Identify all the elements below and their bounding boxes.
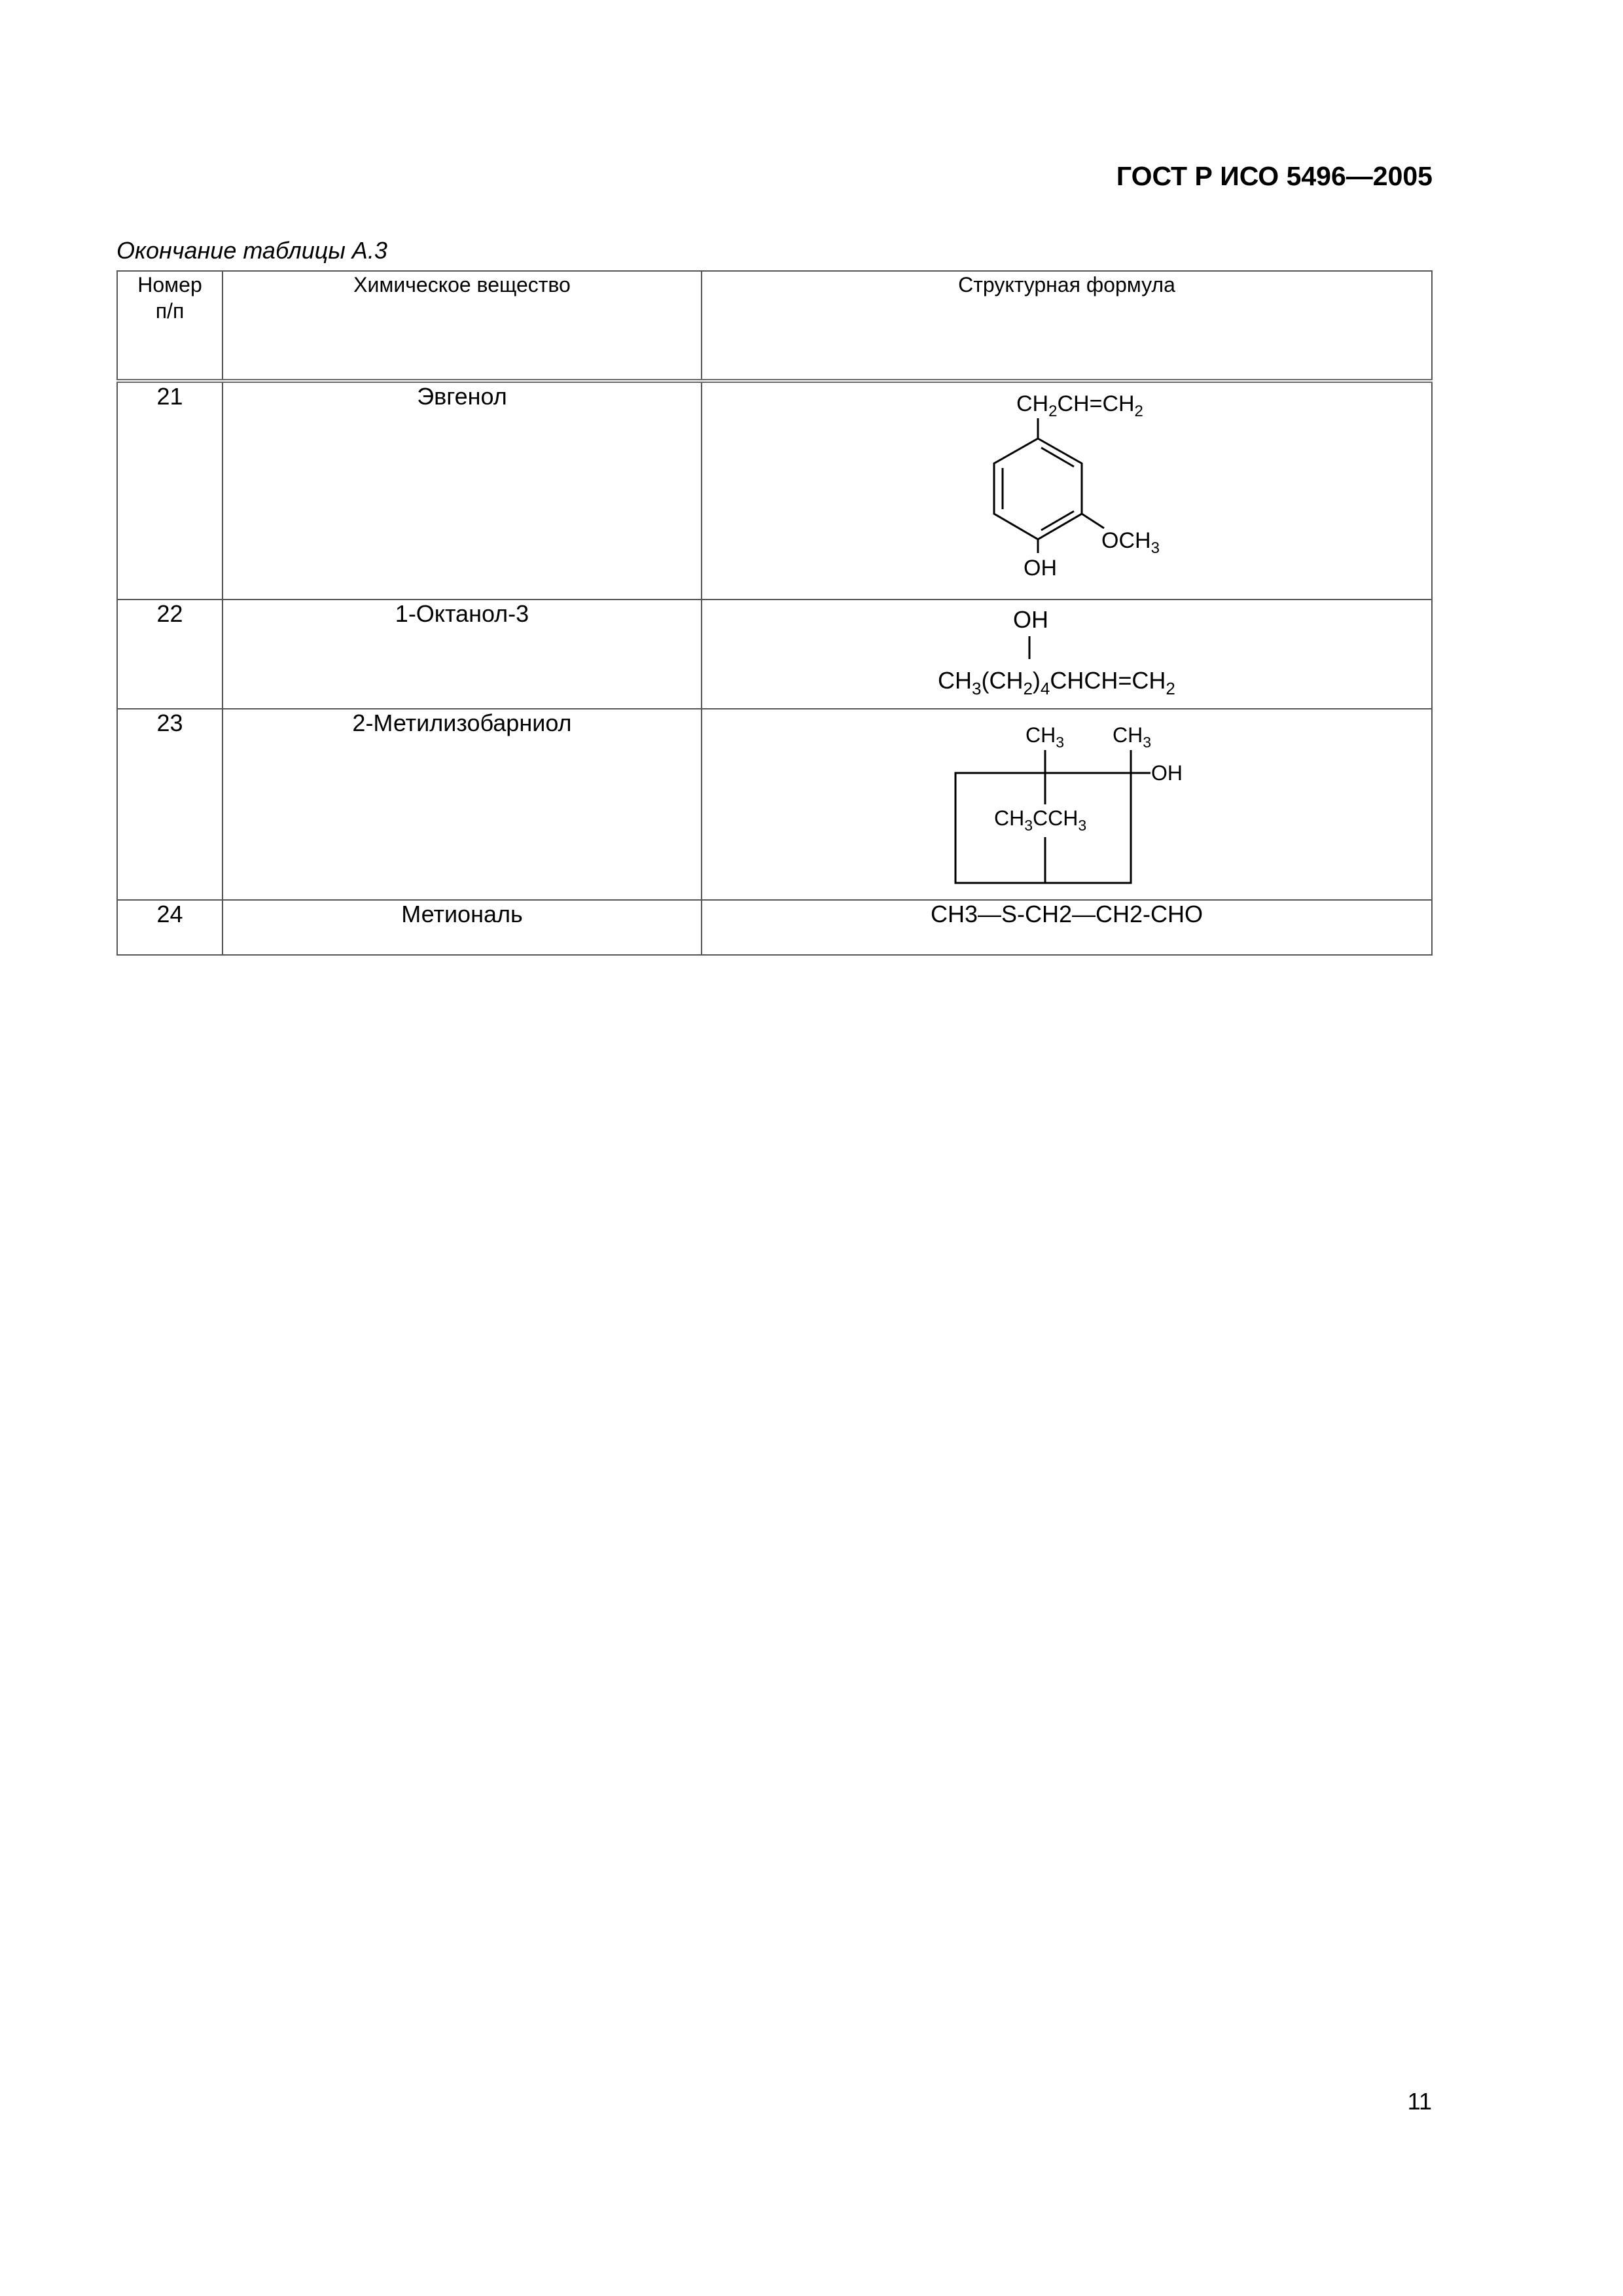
benzene-ring <box>994 439 1082 539</box>
substances-table <box>116 270 1431 954</box>
substance-name: 2-Метилизобарниол <box>223 709 702 900</box>
structural-formula-eugenol <box>702 381 1432 600</box>
eugenol-bottom-group: OH <box>1024 556 1057 581</box>
structural-formula-octenol <box>702 600 1432 709</box>
methyl-group-1: $CH_3$ <box>1026 723 1065 751</box>
header-substance: Химическое вещество <box>223 271 702 381</box>
table-row <box>117 381 1432 600</box>
methional-formula: CH3—S-CH2—CH2-CHO <box>930 901 1204 927</box>
row-number: 23 <box>117 709 223 900</box>
table-row <box>117 900 1432 955</box>
row-number: 21 <box>117 381 223 600</box>
header-number <box>117 271 223 381</box>
table-header-row <box>117 271 1432 381</box>
eugenol-right-group: $OCH_3$ <box>1101 528 1160 557</box>
header-formula: Структурная формула <box>702 271 1432 381</box>
eugenol-structure <box>702 383 1433 599</box>
document-code: ГОСТ Р ИСО 5496—2005 <box>1116 161 1433 191</box>
table-row <box>117 600 1432 709</box>
bridge-group: $CH_3CCH_3$ <box>994 806 1087 834</box>
substance-name: 1-Октанол-3 <box>223 600 702 709</box>
header-number-label: Номер п/п <box>137 273 202 323</box>
bond <box>1082 514 1104 528</box>
structural-formula-methional <box>702 900 1432 955</box>
page-number: 11 <box>1407 2088 1432 2115</box>
substance-name: Эвгенол <box>223 381 702 600</box>
octenol-structure <box>702 600 1433 708</box>
methylisoborneol-structure <box>702 709 1433 899</box>
hydroxyl-group: OH <box>1151 761 1183 785</box>
substance-name: Метиональ <box>223 900 702 955</box>
eugenol-top-group: $CH_2CH=CH_2$ <box>1016 391 1143 420</box>
octenol-main-chain: $CH_3(CH_2)_4CHCH=CH_2$ <box>938 667 1175 698</box>
table-caption: Окончание таблицы А.3 <box>116 237 387 264</box>
row-number: 24 <box>117 900 223 955</box>
table-row <box>117 709 1432 900</box>
methyl-group-2: $CH_3$ <box>1113 723 1152 751</box>
octenol-oh: OH <box>1013 606 1048 633</box>
structural-formula-methylisoborneol <box>702 709 1432 900</box>
row-number: 22 <box>117 600 223 709</box>
